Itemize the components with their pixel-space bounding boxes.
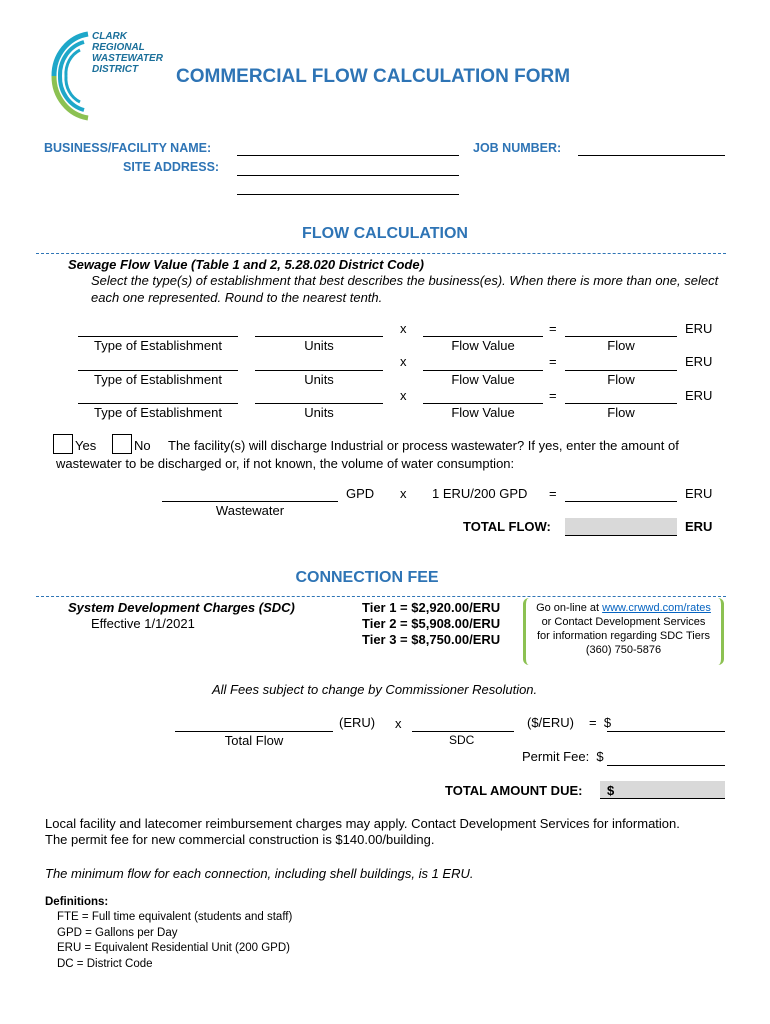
establishment-type-label: Type of Establishment	[94, 372, 222, 387]
permit-fee-note: The permit fee for new commercial construction is $140.00/building.	[45, 832, 435, 847]
no-label: No	[134, 438, 151, 453]
units-label: Units	[304, 372, 334, 387]
definition-item: ERU = Equivalent Residential Unit (200 GPD)	[57, 942, 290, 954]
definitions-list	[57, 910, 292, 972]
sdc-title: System Development Charges (SDC)	[68, 600, 295, 615]
total-flow-label: Total Flow	[224, 733, 284, 748]
units-field[interactable]	[255, 403, 383, 404]
multiply-sign: x	[400, 388, 407, 403]
yes-label: Yes	[75, 438, 97, 453]
establishment-type-field[interactable]	[78, 370, 238, 371]
minimum-flow-note: The minimum flow for each connection, including shell buildings, is 1 ERU.	[45, 866, 474, 881]
definition-item: GPD = Gallons per Day	[57, 926, 178, 939]
sdc-label: SDC	[449, 733, 475, 747]
per-eru-label: ($/ERU)	[527, 715, 574, 730]
total-flow-field[interactable]	[565, 518, 677, 536]
connection-fee-heading: CONNECTION FEE	[295, 569, 439, 586]
definition-item: DC = District Code	[57, 957, 153, 970]
logo-swirl-icon	[44, 28, 94, 124]
multiply-sign: x	[400, 321, 407, 336]
industrial-question-cont: wastewater to be discharged or, if not known, the volume of water consumption:	[56, 456, 515, 471]
business-name-field[interactable]	[237, 155, 459, 156]
units-field[interactable]	[255, 370, 383, 371]
multiply-sign: x	[400, 354, 407, 369]
flow-value-field[interactable]	[423, 370, 543, 371]
no-checkbox[interactable]	[112, 434, 132, 454]
flow-label: Flow	[607, 405, 635, 420]
info-phone: (360) 750-5876	[585, 644, 662, 656]
info-line: or Contact Development Services	[541, 616, 706, 628]
total-flow-label: TOTAL FLOW:	[463, 519, 551, 534]
units-field[interactable]	[255, 336, 383, 337]
total-due-dollar: $	[607, 783, 615, 798]
equals-sign: =	[549, 388, 557, 403]
establishment-type-field[interactable]	[78, 336, 238, 337]
section-divider	[36, 596, 726, 597]
total-amount-due-label: TOTAL AMOUNT DUE:	[445, 783, 583, 798]
sdc-info-box	[523, 598, 724, 665]
equals-dollar: = $	[589, 715, 612, 730]
flow-field[interactable]	[565, 370, 677, 371]
wastewater-label: Wastewater	[215, 503, 285, 518]
flow-instructions: Select the type(s) of establishment that best describes the business(es). When there is more than one, select each one represented. Round to the nearest tenth.	[91, 273, 719, 305]
tier-1: Tier 1 = $2,920.00/ERU	[362, 600, 501, 615]
local-charges-note: Local facility and latecomer reimbursement charges may apply. Contact Development Services for information.	[45, 816, 680, 831]
multiply-sign: x	[395, 716, 402, 731]
equals-sign: =	[549, 486, 557, 501]
flow-calculation-heading: FLOW CALCULATION	[302, 225, 468, 242]
sdc-field[interactable]	[412, 731, 514, 732]
district-logo	[44, 28, 174, 124]
establishment-type-label: Type of Establishment	[94, 338, 222, 353]
section-divider	[36, 253, 726, 254]
total-flow-field[interactable]	[175, 731, 333, 732]
yes-checkbox[interactable]	[53, 434, 73, 454]
establishment-type-label: Type of Establishment	[94, 405, 222, 420]
site-address-label: SITE ADDRESS:	[123, 160, 220, 174]
permit-fee-label: Permit Fee: $	[522, 749, 604, 764]
business-name-label: BUSINESS/FACILITY NAME:	[44, 141, 212, 155]
job-number-label: JOB NUMBER:	[473, 141, 562, 155]
industrial-question: The facility(s) will discharge Industrial or process wastewater? If yes, enter the amount of	[168, 438, 679, 453]
eru-label: ERU	[685, 321, 713, 336]
site-address-field-2[interactable]	[237, 194, 459, 195]
flow-value-label: Flow Value	[451, 372, 515, 387]
flow-value-label: Flow Value	[451, 338, 515, 353]
permit-fee-field[interactable]	[607, 765, 725, 766]
eru-label: ERU	[685, 388, 713, 403]
job-number-field[interactable]	[578, 155, 725, 156]
eru-label: ERU	[685, 486, 713, 501]
units-label: Units	[304, 405, 334, 420]
site-address-field[interactable]	[237, 175, 459, 176]
flow-label: Flow	[607, 372, 635, 387]
eru-paren-label: (ERU)	[339, 715, 376, 730]
flow-value-field[interactable]	[423, 403, 543, 404]
definition-item: FTE = Full time equivalent (students and staff)	[57, 911, 293, 923]
page-title: COMMERCIAL FLOW CALCULATION FORM	[176, 66, 571, 87]
eru-label: ERU	[685, 354, 713, 369]
flow-label: Flow	[607, 338, 635, 353]
flow-field[interactable]	[565, 336, 677, 337]
total-amount-due-field[interactable]	[600, 781, 725, 799]
wastewater-field[interactable]	[162, 501, 338, 502]
info-line: for information regarding SDC Tiers	[536, 630, 710, 642]
equals-sign: =	[549, 354, 557, 369]
establishment-type-field[interactable]	[78, 403, 238, 404]
info-prefix: Go on-line at	[536, 602, 603, 614]
equals-sign: =	[549, 321, 557, 336]
logo-line: CLARK	[92, 31, 127, 42]
flow-value-field[interactable]	[423, 336, 543, 337]
definitions-heading: Definitions:	[45, 896, 109, 908]
flow-field[interactable]	[565, 403, 677, 404]
sdc-effective-date: Effective 1/1/2021	[91, 616, 195, 631]
tier-2: Tier 2 = $5,908.00/ERU	[362, 616, 501, 631]
total-eru-label: ERU	[685, 519, 713, 534]
sdc-amount-field[interactable]	[607, 731, 725, 732]
flow-value-label: Flow Value	[451, 405, 515, 420]
gpd-label: GPD	[346, 486, 375, 501]
wastewater-eru-field[interactable]	[565, 501, 677, 502]
rates-link[interactable]: www.crwwd.com/rates	[602, 602, 711, 614]
sewage-flow-title: Sewage Flow Value (Table 1 and 2, 5.28.020 District Code)	[68, 257, 424, 272]
logo-line: REGIONAL	[92, 42, 145, 53]
eru-per-gpd-label: 1 ERU/200 GPD	[432, 486, 528, 501]
units-label: Units	[304, 338, 334, 353]
fees-subject-note: All Fees subject to change by Commissioner Resolution.	[212, 682, 538, 697]
multiply-sign: x	[400, 486, 407, 501]
logo-line: DISTRICT	[92, 64, 139, 75]
logo-line: WASTEWATER	[92, 53, 163, 64]
tier-3: Tier 3 = $8,750.00/ERU	[362, 632, 501, 647]
